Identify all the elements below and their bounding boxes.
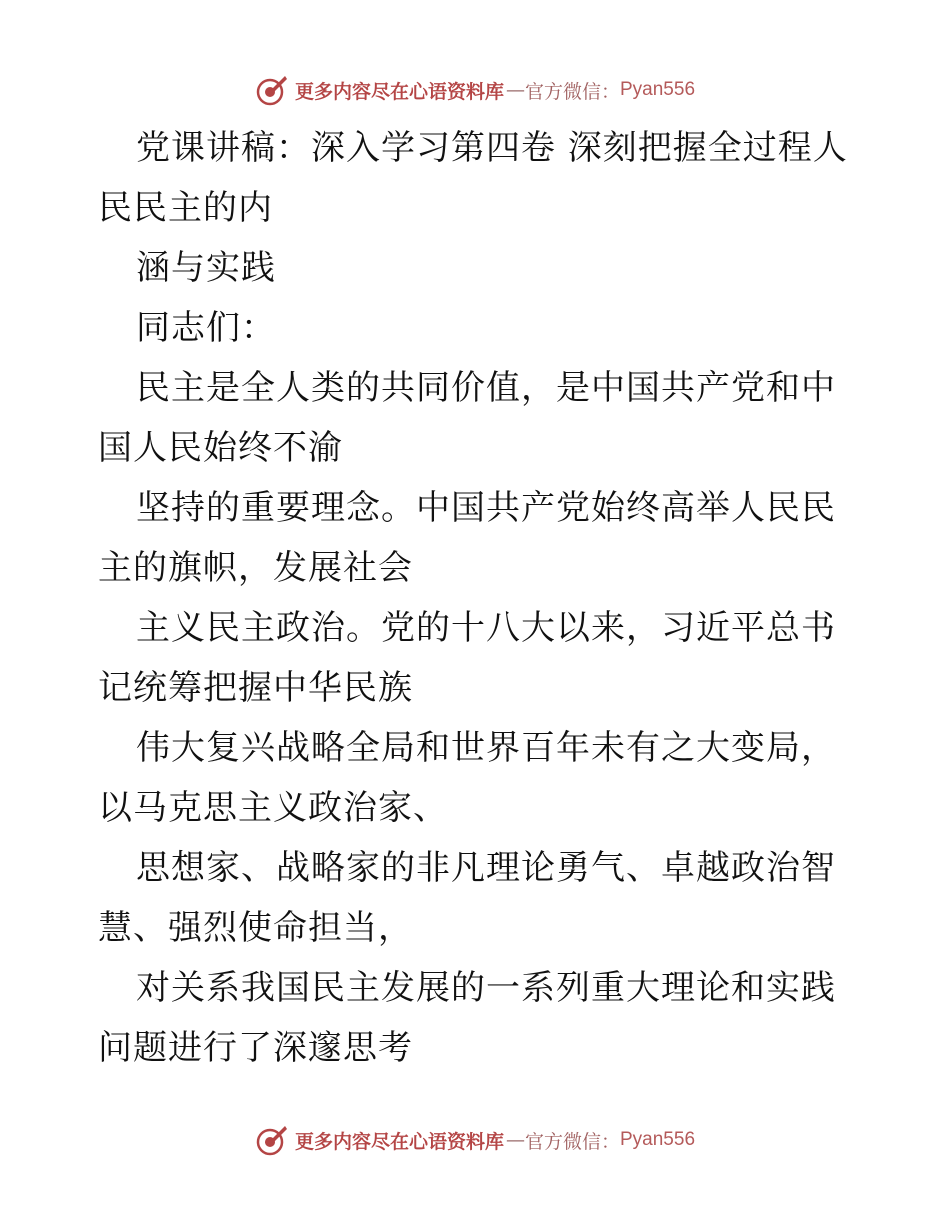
salutation: 同志们： xyxy=(136,308,276,348)
paragraph-3: 主义民主政治。党的十八大以来，习近平总书记统筹把握中华民族 xyxy=(98,608,836,708)
quill-circle-icon xyxy=(255,73,289,107)
title-line-2: 涵与实践 xyxy=(136,248,276,288)
footer-watermark xyxy=(0,1120,950,1160)
paragraph-2: 坚持的重要理念。中国共产党始终高举人民民主的旗帜，发展社会 xyxy=(98,488,836,588)
watermark-wechat-id: Pyan556 xyxy=(620,79,696,100)
paragraph-4: 伟大复兴战略全局和世界百年未有之大变局，以马克思主义政治家、 xyxy=(98,728,836,828)
document-body xyxy=(98,118,858,1078)
watermark-label: 官方微信： xyxy=(524,80,620,103)
quill-circle-icon xyxy=(255,1123,289,1157)
watermark-separator: — xyxy=(505,1129,525,1151)
paragraph-5: 思想家、战略家的非凡理论勇气、卓越政治智慧、强烈使命担当， xyxy=(98,848,836,948)
watermark-text: 更多内容尽在心语资料库 xyxy=(294,1130,504,1153)
watermark-label: 官方微信： xyxy=(524,1130,620,1153)
header-watermark xyxy=(0,70,950,110)
watermark-separator: — xyxy=(505,79,525,101)
title-line-1: 党课讲稿：深入学习第四卷 深刻把握全过程人民民主的内 xyxy=(98,128,848,228)
watermark-text: 更多内容尽在心语资料库 xyxy=(294,80,504,103)
paragraph-1: 民主是全人类的共同价值，是中国共产党和中国人民始终不渝 xyxy=(98,368,836,468)
watermark-wechat-id: Pyan556 xyxy=(620,1129,696,1150)
paragraph-6: 对关系我国民主发展的一系列重大理论和实践问题进行了深邃思考 xyxy=(98,968,836,1068)
